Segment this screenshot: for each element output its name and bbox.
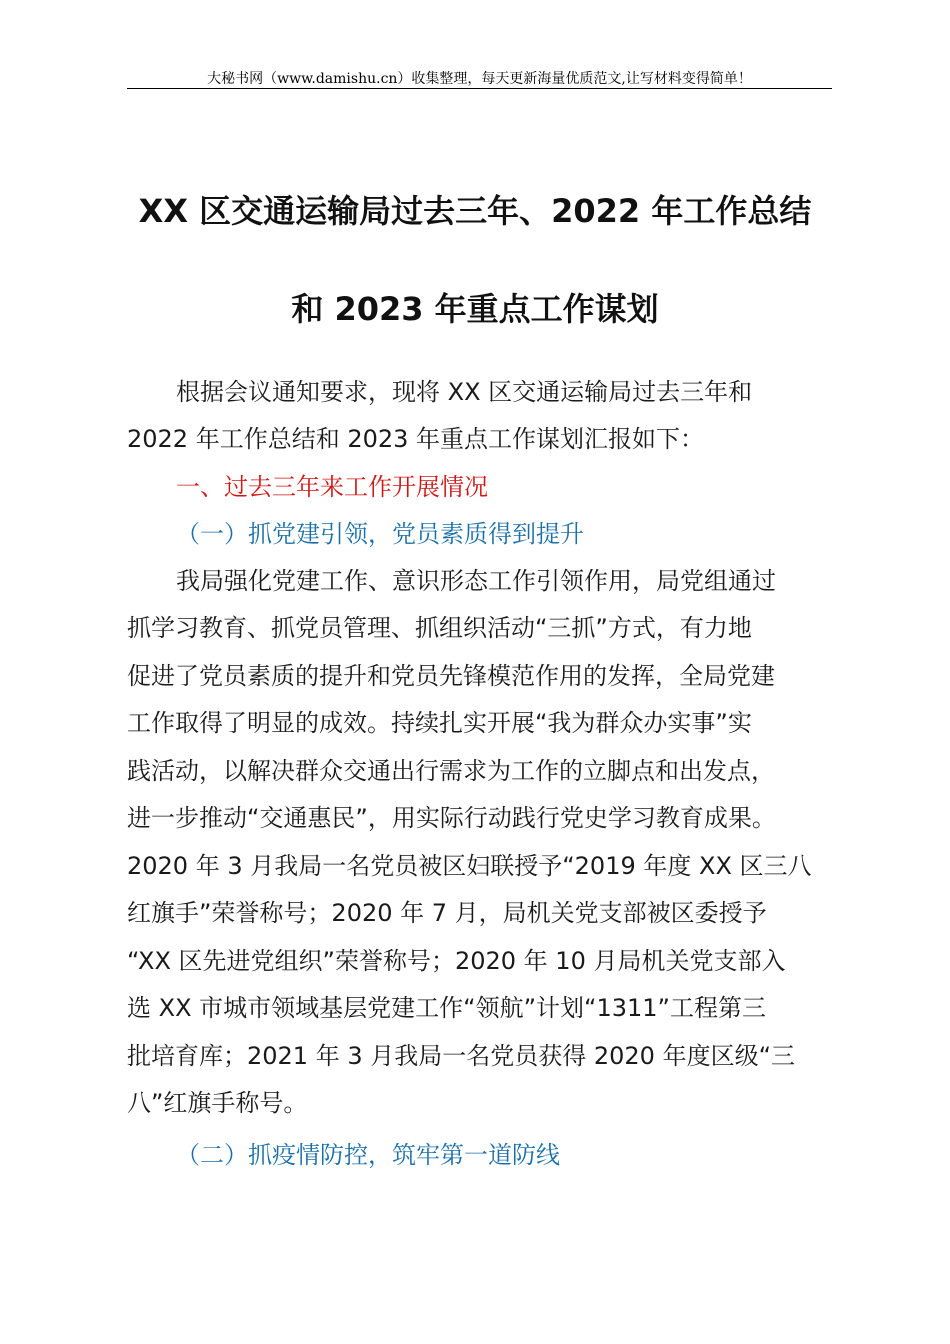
document-title-line-2: 和 2023 年重点工作谋划 <box>291 290 659 328</box>
paragraph-line: 选 XX 市城市领域基层党建工作“领航”计划“1311”工程第三 <box>127 994 766 1022</box>
intro-line-2: 2022 年工作总结和 2023 年重点工作谋划汇报如下： <box>127 425 705 453</box>
paragraph-line: 我局强化党建工作、意识形态工作引领作用，局党组通过 <box>176 567 776 595</box>
subsection-1-heading: （一）抓党建引领，党员素质得到提升 <box>176 520 584 548</box>
intro-line-1: 根据会议通知要求，现将 XX 区交通运输局过去三年和 <box>176 378 753 406</box>
paragraph-line: 批培育库；2021 年 3 月我局一名党员获得 2020 年度区级“三 <box>127 1042 796 1070</box>
paragraph-line: 抓学习教育、抓党员管理、抓组织活动“三抓”方式，有力地 <box>127 614 752 642</box>
paragraph-line: 进一步推动“交通惠民”，用实际行动践行党史学习教育成果。 <box>127 804 776 832</box>
section-1-heading: 一、过去三年来工作开展情况 <box>176 473 488 501</box>
paragraph-line: 八”红旗手称号。 <box>127 1089 308 1117</box>
paragraph-line: “XX 区先进党组织”荣誉称号；2020 年 10 月局机关党支部入 <box>127 947 786 975</box>
subsection-2-heading: （二）抓疫情防控，筑牢第一道防线 <box>176 1141 560 1169</box>
paragraph-line: 红旗手”荣誉称号；2020 年 7 月，局机关党支部被区委授予 <box>127 899 767 927</box>
paragraph-line: 2020 年 3 月我局一名党员被区妇联授予“2019 年度 XX 区三八 <box>127 852 812 880</box>
document-title-line-1: XX 区交通运输局过去三年、2022 年工作总结 <box>138 192 812 230</box>
header-rule <box>127 88 832 89</box>
paragraph-line: 促进了党员素质的提升和党员先锋模范作用的发挥，全局党建 <box>127 662 775 690</box>
paragraph-line: 工作取得了明显的成效。持续扎实开展“我为群众办实事”实 <box>127 709 752 737</box>
paragraph-line: 践活动，以解决群众交通出行需求为工作的立脚点和出发点， <box>127 757 775 785</box>
page-header: 大秘书网（www.damishu.cn）收集整理，每天更新海量优质范文,让写材料变得简单！ <box>207 71 752 87</box>
